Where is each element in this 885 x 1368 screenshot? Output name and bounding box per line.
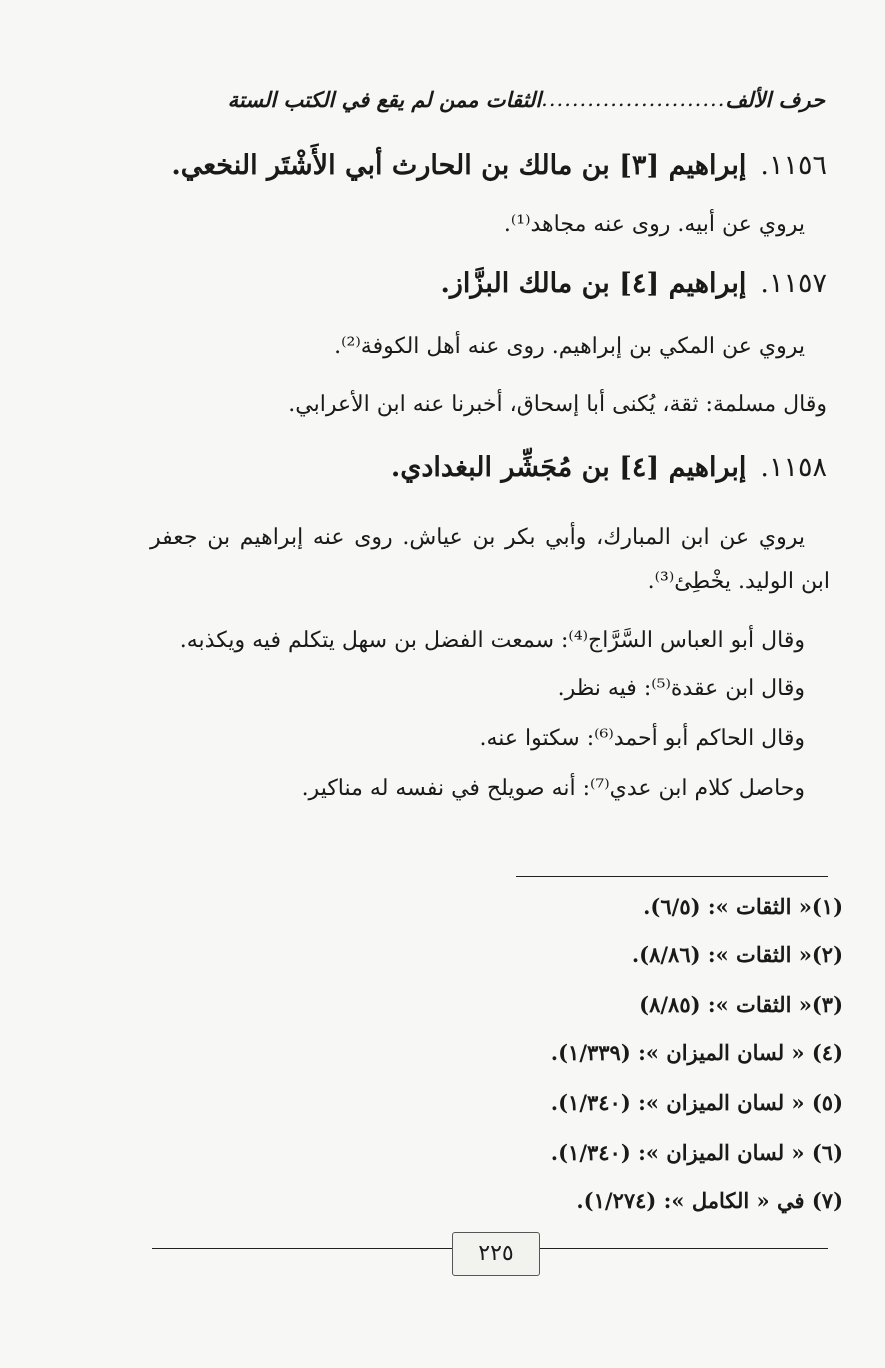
entry-paragraph: يروي عن ابن المبارك، وأبي بكر بن عياش. روى عنه إبراهيم بن جعفر ابن الوليد. يخْطِئ⁽³⁾. <box>150 525 830 594</box>
entry-name: إبراهيم [٤] بن مالك البزَّاز. <box>440 268 747 299</box>
footnote: (٤) « لسان الميزان »: (١/٣٣٩). <box>550 1040 843 1065</box>
footnote: (٧) في « الكامل »: (١/٢٧٤). <box>576 1188 843 1213</box>
entry-number: ١١٥٧. <box>760 268 827 299</box>
entry-text-line: وقال أبو العباس السَّرَّاج⁽⁴⁾: سمعت الفضل بن سهل يتكلم فيه ويكذبه. <box>179 628 805 653</box>
running-header <box>170 84 825 114</box>
footnote: (٢)« الثقات »: (٨/٨٦). <box>631 942 843 967</box>
footnote: (١)« الثقات »: (٦/٥). <box>643 894 843 919</box>
entry-heading <box>391 452 827 483</box>
entry-text-line: وحاصل كلام ابن عدي⁽⁷⁾: أنه صويلح في نفسه له مناكير. <box>301 776 805 801</box>
entry-number: ١١٥٨. <box>760 452 827 483</box>
entry-text-line: وقال الحاكم أبو أحمد⁽⁶⁾: سكتوا عنه. <box>479 726 805 751</box>
entry-name: إبراهيم [٣] بن مالك بن الحارث أبي الأَشْتَر النخعي. <box>171 150 747 181</box>
page-number: ٢٢٥ <box>452 1232 540 1276</box>
footer-rule-right <box>540 1248 828 1249</box>
entry-heading <box>440 268 827 299</box>
footnote: (٥) « لسان الميزان »: (١/٣٤٠). <box>550 1090 843 1115</box>
header-section: حرف الألف <box>725 86 825 112</box>
entry-number: ١١٥٦. <box>760 150 827 181</box>
footnote-separator <box>516 876 828 877</box>
footer-rule-left <box>152 1248 452 1249</box>
header-book-title: الثقات ممن لم يقع في الكتب الستة <box>227 86 542 112</box>
footnote: (٣)« الثقات »: (٨/٨٥) <box>639 992 843 1017</box>
entry-text-line: وقال مسلمة: ثقة، يُكنى أبا إسحاق، أخبرنا عنه ابن الأعرابي. <box>288 392 827 417</box>
entry-text-line: وقال ابن عقدة⁽⁵⁾: فيه نظر. <box>557 676 805 701</box>
entry-heading <box>171 150 827 181</box>
header-dots: ........................ <box>541 87 726 111</box>
entry-name: إبراهيم [٤] بن مُجَشِّر البغدادي. <box>390 452 747 483</box>
entry-text-line: يروي عن المكي بن إبراهيم. روى عنه أهل الكوفة⁽²⁾. <box>334 334 805 359</box>
entry-text-line: يروي عن أبيه. روى عنه مجاهد⁽¹⁾. <box>503 212 805 237</box>
footnote: (٦) « لسان الميزان »: (١/٣٤٠). <box>550 1140 843 1165</box>
